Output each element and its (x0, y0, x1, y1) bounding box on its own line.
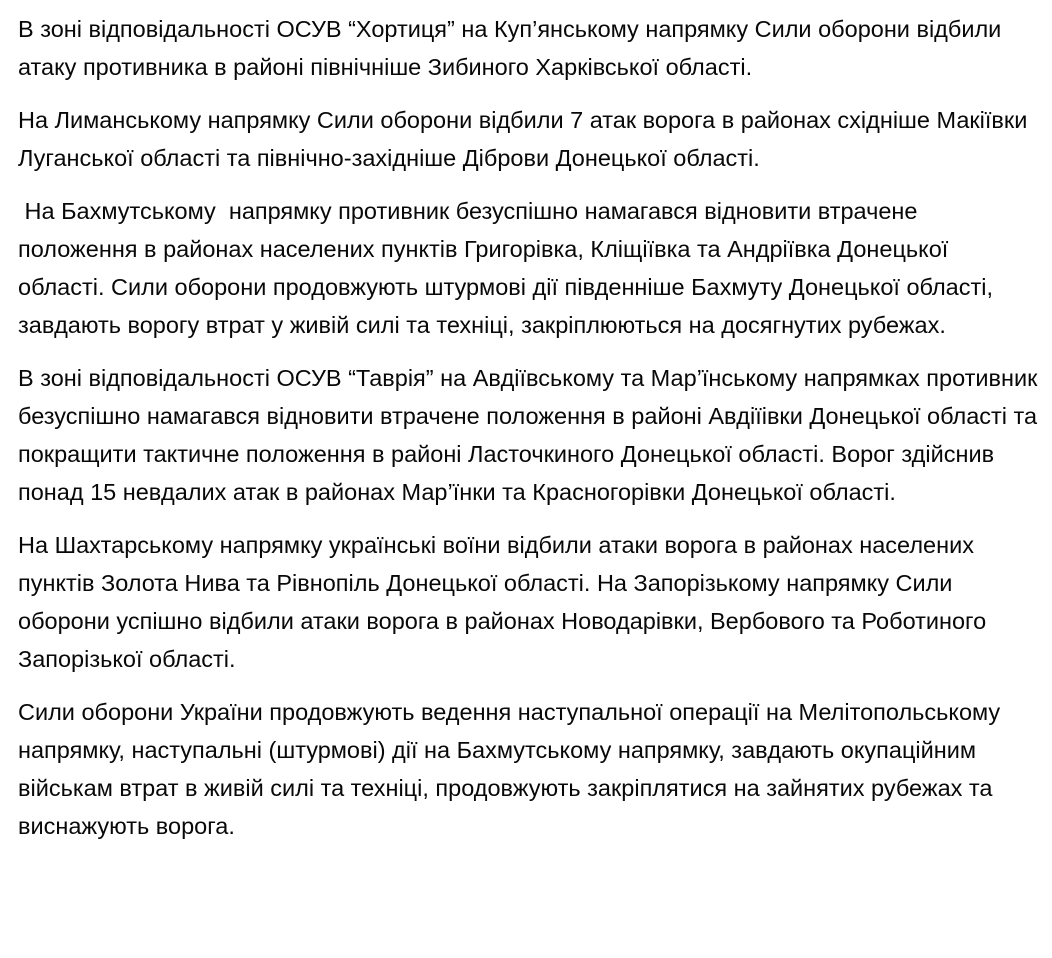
paragraph-bakhmut: На Бахмутському напрямку противник безуспішно намагався відновити втрачене положення в районах населених пунктів Григорівка, Кліщіївка та Андріївка Донецької області. Сили оборони продовжують штурмові дії південніше Бахмуту Донецької області, завдають ворогу втрат у живій силі та техніці, закріплюються на досягнутих рубежах. (18, 198, 1000, 338)
paragraph-melitopol: Сили оборони України продовжують ведення наступальної операції на Мелітопольському напрямку, наступальні (штурмові) дії на Бахмутському напрямку, завдають окупаційним військам втрат в живій силі та техніці, продовжують закріплятися на зайнятих рубежах та виснажують ворога. (18, 699, 1001, 839)
paragraph-kupiansk: В зоні відповідальності ОСУВ “Хортиця” на Куп’янському напрямку Сили оборони відбили атаку противника в районі північніше Зибиного Харківської області. (18, 16, 1002, 80)
paragraph-lyman: На Лиманському напрямку Сили оборони відбили 7 атак ворога в районах східніше Макіївки Луганської області та північно-західніше Діброви Донецької області. (18, 107, 1028, 171)
paragraph-shakhtarske-zaporizhzhia: На Шахтарському напрямку українські воїни відбили атаки ворога в районах населених пунктів Золота Нива та Рівнопіль Донецької області. На Запорізькому напрямку Сили оборони успішно відбили атаки ворога в районах Новодарівки, Вербового та Роботиного Запорізької області. (18, 532, 987, 672)
paragraph-avdiivka-marinka: В зоні відповідальності ОСУВ “Таврія” на Авдіївському та Мар’їнському напрямках противник безуспішно намагався відновити втрачене положення в районі Авдіїівки Донецької області та покращити тактичне положення в районі Ласточкиного Донецької області. Ворог здійснив понад 15 невдалих атак в районах Мар’їнки та Красногорівки Донецької області. (18, 365, 1038, 505)
post-text (18, 10, 1038, 860)
